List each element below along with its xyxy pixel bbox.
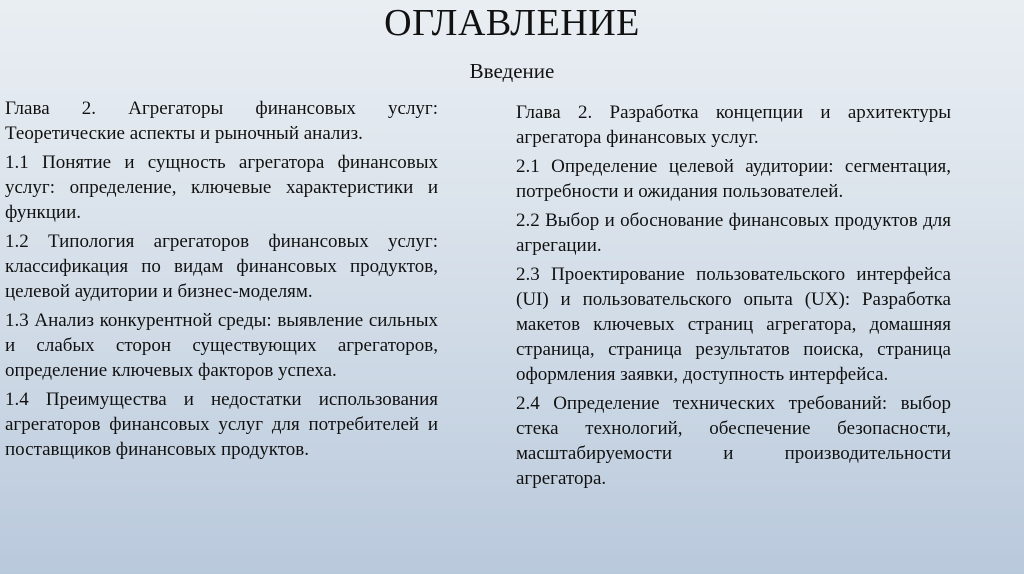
toc-chapter-heading: Глава 2. Разработка концепции и архитектуры агрегатора финансовых услуг.	[516, 102, 951, 148]
toc-chapter-heading: Глава 2. Агрегаторы финансовых услуг: Теоретические аспекты и рыночный анализ.	[5, 98, 438, 144]
toc-intro: Введение	[469, 59, 555, 83]
toc-section-1-3: 1.3 Анализ конкурентной среды: выявление сильных и слабых сторон существующих агрегаторов, определение ключевых факторов успеха.	[5, 310, 438, 381]
toc-section-1-1: 1.1 Понятие и сущность агрегатора финансовых услуг: определение, ключевые характеристики и функции.	[5, 152, 438, 223]
toc-section-2-4: 2.4 Определение технических требований: выбор стека технологий, обеспечение безопасности, масштабируемости и производительности агрегатора.	[516, 393, 951, 489]
toc-section-2-1: 2.1 Определение целевой аудитории: сегментация, потребности и ожидания пользователей.	[516, 156, 951, 202]
slide-title: ОГЛАВЛЕНИЕ	[384, 2, 640, 44]
toc-section-1-4: 1.4 Преимущества и недостатки использования агрегаторов финансовых услуг для потребителей и поставщиков финансовых продуктов.	[5, 389, 438, 460]
toc-section-2-2: 2.2 Выбор и обоснование финансовых продуктов для агрегации.	[516, 210, 951, 256]
toc-right-column	[516, 100, 951, 495]
toc-left-column	[5, 96, 438, 466]
toc-section-2-3: 2.3 Проектирование пользовательского интерфейса (UI) и пользовательского опыта (UX): Разработка макетов ключевых страниц агрегатора, домашняя страница, страница результатов поиска, страница оформления заявки, доступность интерфейса.	[516, 264, 951, 385]
toc-section-1-2: 1.2 Типология агрегаторов финансовых услуг: классификация по видам финансовых продуктов, целевой аудитории и бизнес-моделям.	[5, 231, 438, 302]
